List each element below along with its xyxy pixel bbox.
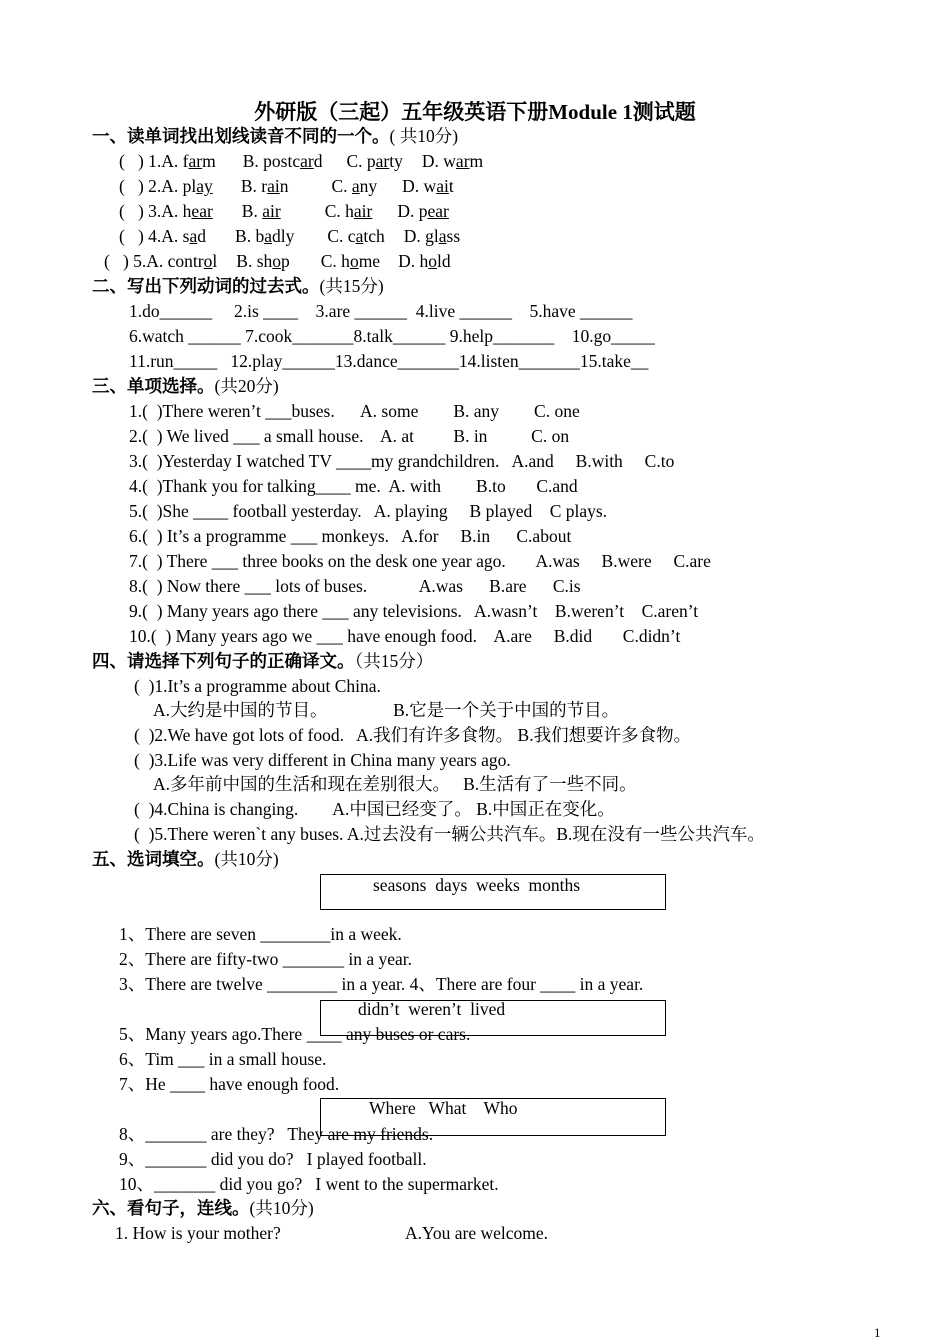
option-text: B. postc xyxy=(242,151,301,171)
section1-points: ( 共10分) xyxy=(389,126,459,146)
section3-question: 1.( )There weren’t ___buses. A. some B. any C. one xyxy=(129,401,580,421)
answer-option xyxy=(402,174,454,199)
option-text: B. r xyxy=(240,176,268,196)
underlined-letters: ai xyxy=(436,176,449,196)
underlined-letters: a xyxy=(355,226,364,246)
section2-points: (共15分) xyxy=(319,276,384,296)
section4-line: ( )5.There weren`t any buses. A.过去没有一辆公共汽车。B.现在没有一些公共汽车。 xyxy=(134,824,765,844)
option-text: C. h xyxy=(324,201,354,221)
answer-option xyxy=(161,199,213,224)
section1-heading xyxy=(92,124,458,149)
section5-heading xyxy=(92,847,279,872)
option-text: D. w xyxy=(421,151,456,171)
answer-option xyxy=(161,149,215,174)
answer-option xyxy=(327,224,384,249)
option-text: B. b xyxy=(235,226,265,246)
question-number: ( ) 4. xyxy=(119,226,162,246)
answer-option xyxy=(235,224,294,249)
underlined-letters: a xyxy=(438,226,447,246)
section3-question: 9.( ) Many years ago there ___ any televisions. A.wasn’t B.weren’t C.aren’t xyxy=(129,601,699,621)
section6-heading xyxy=(92,1196,314,1221)
section3-question: 5.( )She ____ football yesterday. A. playing B played C plays. xyxy=(129,501,608,521)
fill-blank-line: 9、_______ did you do? I played football. xyxy=(119,1149,427,1169)
section1-heading-text: 一、读单词找出划线读音不同的一个。 xyxy=(92,126,390,146)
section3-question: 8.( ) Now there ___ lots of buses. A.was B.are C.is xyxy=(129,576,581,596)
section2-line: 11.run_____ 12.play______13.dance_______14.listen_______15.take__ xyxy=(129,351,649,371)
option-text: m xyxy=(469,151,484,171)
option-text: n xyxy=(279,176,289,196)
section4-line: A.大约是中国的节目。 B.它是一个关于中国的节目。 xyxy=(153,700,620,720)
section3-points: (共20分) xyxy=(214,376,279,396)
answer-option xyxy=(331,174,377,199)
underlined-letters: ar xyxy=(188,151,203,171)
phonics-question xyxy=(119,199,449,224)
option-text: D. h xyxy=(398,251,429,271)
section4-line: ( )3.Life was very different in China many years ago. xyxy=(134,750,511,770)
underlined-letters: o xyxy=(349,251,359,271)
phonics-question xyxy=(119,149,483,174)
option-text: A. h xyxy=(161,201,192,221)
underlined-letters: ear xyxy=(191,201,213,221)
answer-option xyxy=(397,199,449,224)
section4-line: ( )1.It’s a programme about China. xyxy=(134,676,381,696)
option-text: t xyxy=(448,176,454,196)
match-question: 1. How is your mother? xyxy=(115,1223,281,1243)
underlined-letters: o xyxy=(428,251,437,271)
section3-question: 2.( ) We lived ___ a small house. A. at B. in C. on xyxy=(129,426,570,446)
option-text: d xyxy=(197,226,207,246)
answer-option xyxy=(398,249,451,274)
answer-option xyxy=(161,174,213,199)
fill-blank-line: 6、Tim ___ in a small house. xyxy=(119,1049,327,1069)
section4-points: （共15分） xyxy=(354,651,434,671)
section3-question: 3.( )Yesterday I watched TV ____my grandchildren. A.and B.with C.to xyxy=(129,451,675,471)
option-text: dly xyxy=(271,226,295,246)
option-text: p xyxy=(281,251,290,271)
section4-line: ( )4.China is changing. A.中国已经变了。 B.中国正在变化。 xyxy=(134,799,615,819)
underlined-letters: o xyxy=(272,251,281,271)
option-text: C. xyxy=(331,176,352,196)
section2-heading xyxy=(92,274,384,299)
section5-heading-text: 五、选词填空。 xyxy=(92,849,215,869)
option-text: C. p xyxy=(346,151,376,171)
underlined-letters: air xyxy=(262,201,281,221)
answer-option xyxy=(404,224,460,249)
option-text: C. h xyxy=(320,251,350,271)
section5-points: (共10分) xyxy=(214,849,279,869)
word-bank-3: Where What Who xyxy=(369,1098,518,1118)
option-text: tch xyxy=(363,226,385,246)
underlined-letters: a xyxy=(264,226,272,246)
underlined-letters: ai xyxy=(267,176,280,196)
option-text: B. sh xyxy=(236,251,273,271)
answer-option xyxy=(321,249,380,274)
fill-blank-line: 2、There are fifty-two _______ in a year. xyxy=(119,949,413,969)
section3-heading-text: 三、单项选择。 xyxy=(92,376,215,396)
option-text: ty xyxy=(389,151,403,171)
underlined-letters: ay xyxy=(196,176,213,196)
underlined-letters: a xyxy=(351,176,360,196)
answer-option xyxy=(241,174,289,199)
fill-blank-line: 5、Many years ago.There ____ any buses or cars. xyxy=(119,1024,471,1044)
answer-option xyxy=(422,149,483,174)
answer-option xyxy=(236,249,289,274)
option-text: ny xyxy=(359,176,378,196)
section2-heading-text: 二、写出下列动词的过去式。 xyxy=(92,276,320,296)
phonics-question xyxy=(119,174,454,199)
answer-option xyxy=(161,224,206,249)
answer-option xyxy=(346,149,402,174)
option-text: d xyxy=(313,151,323,171)
underlined-letters: ar xyxy=(455,151,470,171)
word-bank-1: seasons days weeks months xyxy=(373,875,581,895)
option-text: B. xyxy=(241,201,263,221)
option-text: ss xyxy=(446,226,461,246)
option-text: l xyxy=(212,251,218,271)
word-bank-2: didn’t weren’t lived xyxy=(358,999,506,1019)
option-text: D. w xyxy=(402,176,437,196)
question-number: ( ) 1. xyxy=(119,151,162,171)
option-text: ld xyxy=(436,251,451,271)
option-text: A. contr xyxy=(146,251,204,271)
question-number: ( ) 5. xyxy=(104,251,147,271)
underlined-letters: air xyxy=(353,201,373,221)
section2-line: 6.watch ______ 7.cook_______8.talk______ 9.help_______ 10.go_____ xyxy=(129,326,655,346)
underlined-letters: o xyxy=(203,251,213,271)
section3-question: 4.( )Thank you for talking____ me. A. with B.to C.and xyxy=(129,476,578,496)
underlined-letters: a xyxy=(189,226,198,246)
option-text: m xyxy=(202,151,216,171)
answer-option xyxy=(242,199,281,224)
underlined-letters: ear xyxy=(427,201,449,221)
fill-blank-line: 10、_______ did you go? I went to the supermarket. xyxy=(119,1174,499,1194)
section2-line: 1.do______ 2.is ____ 3.are ______ 4.live ______ 5.have ______ xyxy=(129,301,633,321)
fill-blank-line: 1、There are seven ________in a week. xyxy=(119,924,402,944)
page-title: 外研版（三起）五年级英语下册Module 1测试题 xyxy=(254,100,696,124)
fill-blank-line: 7、He ____ have enough food. xyxy=(119,1074,340,1094)
section3-question: 6.( ) It’s a programme ___ monkeys. A.for B.in C.about xyxy=(129,526,572,546)
question-number: ( ) 3. xyxy=(119,201,162,221)
answer-option xyxy=(243,149,323,174)
answer-option xyxy=(325,199,373,224)
answer-option xyxy=(146,249,217,274)
fill-blank-line: 3、There are twelve ________ in a year. 4、There are four ____ in a year. xyxy=(119,974,644,994)
phonics-question xyxy=(104,249,451,274)
underlined-letters: ar xyxy=(375,151,390,171)
section6-points: (共10分) xyxy=(249,1198,314,1218)
section6-heading-text: 六、看句子，连线。 xyxy=(92,1198,250,1218)
section4-line: A.多年前中国的生活和现在差别很大。 B.生活有了一些不同。 xyxy=(153,774,637,794)
option-text: D. p xyxy=(397,201,428,221)
section3-question: 10.( ) Many years ago we ___ have enough food. A.are B.did C.didn’t xyxy=(129,626,681,646)
underlined-letters: ar xyxy=(300,151,314,171)
option-text: A. s xyxy=(161,226,190,246)
section4-line: ( )2.We have got lots of food. A.我们有许多食物。 B.我们想要许多食物。 xyxy=(134,725,692,745)
question-number: ( ) 2. xyxy=(119,176,162,196)
section3-question: 7.( ) There ___ three books on the desk one year ago. A.was B.were C.are xyxy=(129,551,711,571)
page-number: 1 xyxy=(874,1325,881,1340)
option-text: C. c xyxy=(327,226,356,246)
option-text: A. pl xyxy=(161,176,197,196)
section4-heading xyxy=(92,649,433,674)
section4-heading-text: 四、请选择下列句子的正确译文。 xyxy=(92,651,355,671)
fill-blank-line: 8、_______ are they? They are my friends. xyxy=(119,1124,434,1144)
option-text: A. f xyxy=(161,151,189,171)
option-text: D. gl xyxy=(403,226,439,246)
phonics-question xyxy=(119,224,460,249)
match-answer: A.You are welcome. xyxy=(405,1223,549,1243)
section3-heading xyxy=(92,374,279,399)
option-text: me xyxy=(358,251,381,271)
